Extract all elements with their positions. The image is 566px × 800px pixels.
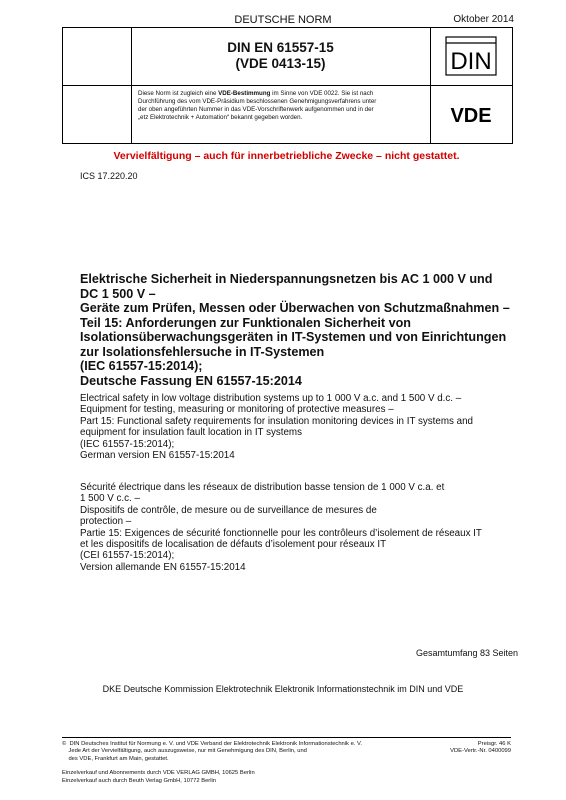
copyright-notice: [62, 741, 422, 763]
copyright-line: © DIN Deutsches Institut für Normung e. V. und VDE Verband der Elektrotechnik Elektronik Informationstechnik e. V.: [62, 741, 362, 747]
header-frame: [62, 27, 513, 144]
dke-statement: DKE Deutsche Kommission Elektrotechnik Elektronik Informationstechnik im DIN und VDE: [102, 684, 464, 694]
title-line: Sécurité électrique dans les réseaux de distribution basse tension de 1 000 V c.a. et: [80, 482, 445, 493]
vde-note-line: „etz Elektrotechnik + Automation“ bekannt gegeben worden.: [138, 114, 303, 121]
title-line: 1 500 V c.c. –: [80, 493, 140, 505]
vde-logo-text: VDE: [450, 105, 492, 126]
title-english: [80, 393, 510, 461]
reproduction-notice: Vervielfältigung – auch für innerbetriebliche Zwecke – nicht gestattet.: [113, 150, 460, 162]
title-line: Isolationsüberwachungsgeräten in IT-Systemen und von Einrichtungen: [80, 330, 507, 344]
sales-line: Einzelverkauf auch durch Beuth Verlag GmbH, 10772 Berlin: [62, 778, 217, 784]
title-line: Deutsche Fassung EN 61557-15:2014: [80, 373, 302, 388]
title-line: Electrical safety in low voltage distribution systems up to 1 000 V a.c. and 1 500 V d.c. –: [80, 393, 462, 404]
title-line: Partie 15: Exigences de sécurité fonctionnelle pour les contrôleurs d’isolement de réseaux IT: [80, 527, 482, 539]
sales-info: [62, 769, 255, 785]
footer-divider: [62, 737, 511, 738]
price-group: Preisgr. 46 K: [477, 741, 511, 747]
title-line: (CEI 61557-15:2014);: [80, 550, 175, 562]
sales-line: Einzelverkauf und Abonnements durch VDE VERLAG GMBH, 10625 Berlin: [62, 770, 255, 776]
vde-number: (VDE 0413-15): [235, 56, 326, 71]
vde-note-line: Durchführung des vom VDE-Präsidium beschlossenen Genehmigungsverfahrens unter: [138, 98, 377, 105]
publication-date: Oktober 2014: [453, 14, 514, 25]
title-line: Part 15: Functional safety requirements for insulation monitoring devices in IT systems and: [80, 415, 473, 427]
copyright-line: Jede Art der Vervielfältigung, auch auszugsweise, nur mit Genehmigung des DIN, Berlin, und: [62, 748, 307, 755]
ics-code: ICS 17.220.20: [80, 171, 138, 181]
vde-logo: [439, 104, 503, 126]
title-line: equipment for insulation fault location in IT systems: [80, 427, 302, 439]
copyright-line: des VDE, Frankfurt am Main, gestattet.: [62, 755, 169, 762]
norm-type-label: DEUTSCHE NORM: [234, 14, 332, 26]
din-logo-text: DIN: [450, 48, 492, 75]
title-line: Equipment for testing, measuring or monitoring of protective measures –: [80, 404, 394, 416]
standard-title-block: [131, 40, 430, 72]
title-line: German version EN 61557-15:2014: [80, 450, 235, 462]
title-line: (IEC 61557-15:2014);: [80, 438, 175, 450]
vde-note-line: der oben angeführten Nummer in das VDE-Vorschriftenwerk aufgenommen und in der: [138, 106, 374, 113]
title-line: Dispositifs de contrôle, de mesure ou de surveillance de mesures de: [80, 504, 377, 516]
title-german: [80, 272, 510, 388]
title-line: protection –: [80, 516, 132, 528]
price-info: [421, 741, 511, 756]
title-line: Geräte zum Prüfen, Messen oder Überwachen von Schutzmaßnahmen –: [80, 301, 510, 315]
title-line: Elektrische Sicherheit in Niederspannungsnetzen bis AC 1 000 V und: [80, 272, 493, 286]
title-line: Version allemande EN 61557-15:2014: [80, 561, 246, 573]
vde-note-line: Diese Norm ist zugleich eine VDE-Bestimmung im Sinne von VDE 0022. Sie ist nach: [138, 90, 374, 97]
title-line: Teil 15: Anforderungen zur Funktionalen Sicherheit von: [80, 315, 411, 330]
standard-number: DIN EN 61557-15: [227, 40, 334, 55]
vde-note: [138, 90, 426, 122]
title-line: zur Isolationsfehlersuche in IT-Systemen: [80, 344, 325, 359]
title-line: DC 1 500 V –: [80, 286, 156, 301]
vde-order-number: VDE-Vertr.-Nr. 0400099: [450, 748, 511, 755]
total-pages: Gesamtumfang 83 Seiten: [415, 648, 518, 658]
title-line: (IEC 61557-15:2014);: [80, 359, 203, 373]
title-french: [80, 482, 510, 573]
header-row-vde: [63, 86, 512, 143]
header-row-standard: [63, 28, 512, 86]
din-logo: [445, 36, 497, 76]
title-line: et les dispositifs de localisation de défauts d’isolement pour réseaux IT: [80, 539, 387, 551]
